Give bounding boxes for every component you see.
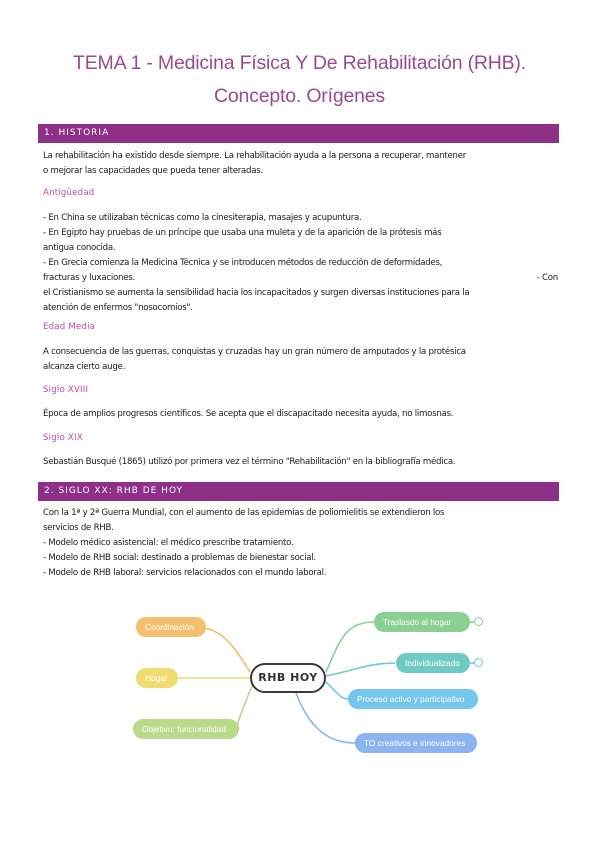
expand-ring-icon bbox=[474, 658, 483, 667]
subheading-antiguedad: Antigüedad bbox=[43, 188, 95, 198]
subheading-siglo-xix: Siglo XIX bbox=[43, 433, 83, 443]
antiguedad-line: - En Grecia comienza la Medicina Técnica y se introducen métodos de reducción de deformidades, bbox=[43, 258, 443, 268]
subheading-edad-media: Edad Media bbox=[43, 322, 96, 332]
connector-to bbox=[296, 693, 355, 743]
siglo-xix-text: Sebastián Busqué (1865) utilizó por primera vez el término "Rehabilitación" en la bibliografía médica. bbox=[43, 457, 456, 467]
antiguedad-line: - Con bbox=[536, 273, 558, 283]
section-heading-siglo-xx: 2. SIGLO XX: RHB DE HOY bbox=[38, 482, 559, 501]
intro-line: o mejorar las capacidades que pueda tener alteradas. bbox=[43, 166, 263, 176]
siglo-xx-line: - Modelo médico asistencial: el médico prescribe tratamiento. bbox=[43, 538, 294, 548]
subheading-siglo-xviii: Siglo XVIII bbox=[43, 385, 89, 395]
connector-proceso bbox=[326, 682, 348, 699]
edad-media-line: alcanza cierto auge. bbox=[43, 362, 126, 372]
mindmap-node-hogar: Hogar bbox=[136, 668, 178, 688]
mindmap-node-individualizado: Individualizado bbox=[396, 653, 470, 673]
antiguedad-line: fracturas y luxaciones. bbox=[43, 273, 135, 283]
page-title-line2: Concepto. Orígenes bbox=[214, 85, 385, 107]
siglo-xx-line: Con la 1ª y 2ª Guerra Mundial, con el aumento de las epidemias de poliomielitis se extendieron los bbox=[43, 508, 445, 518]
connector-individualizado bbox=[326, 663, 395, 676]
mindmap-node-objetivo: Objetivo: funcionalidad bbox=[133, 719, 239, 739]
mindmap-node-coordinacion: Coordinación bbox=[136, 617, 206, 637]
mindmap-node-to: TO creativos e innovadores bbox=[355, 733, 477, 753]
mindmap-node-traslado: Traslasdo al hogar bbox=[374, 612, 470, 632]
mindmap-node-proceso: Proceso activo y participativo bbox=[348, 689, 478, 709]
siglo-xx-line: servicios de RHB. bbox=[43, 523, 114, 533]
siglo-xviii-text: Época de amplios progresos científicos. Se acepta que el discapacitado necesita ayuda, no limosnas. bbox=[43, 409, 454, 419]
intro-line: La rehabilitación ha existido desde siempre. La rehabilitación ayuda a la persona a recuperar, mantener bbox=[43, 151, 467, 161]
section-heading-historia: 1. HISTORIA bbox=[38, 124, 559, 143]
mindmap-center-node: RHB HOY bbox=[250, 663, 326, 693]
antiguedad-line: antigua conocida. bbox=[43, 243, 116, 253]
connector-objetivo bbox=[237, 686, 252, 729]
siglo-xx-line: - Modelo de RHB social: destinado a problemas de bienestar social. bbox=[43, 553, 316, 563]
edad-media-line: A consecuencia de las guerras, conquistas y cruzadas hay un gran número de amputados y la protésica bbox=[43, 347, 466, 357]
expand-ring-icon bbox=[474, 617, 483, 626]
antiguedad-line: el Cristianismo se aumenta la sensibilidad hacia los incapacitados y surgen diversas instituciones para la bbox=[43, 288, 470, 298]
siglo-xx-line: - Modelo de RHB laboral: servicios relacionados con el mundo laboral. bbox=[43, 568, 327, 578]
connector-traslado bbox=[326, 622, 375, 672]
antiguedad-line: - En China se utilizaban técnicas como la cinesiterapia, masajes y acupuntura. bbox=[43, 213, 362, 223]
antiguedad-line: atención de enfermos "nosocomios". bbox=[43, 303, 193, 313]
antiguedad-line: - En Egipto hay pruebas de un príncipe que usaba una muleta y de la aparición de la prótesis más bbox=[43, 228, 442, 238]
page-title-line1: TEMA 1 - Medicina Física Y De Rehabilitación (RHB). bbox=[73, 52, 526, 74]
